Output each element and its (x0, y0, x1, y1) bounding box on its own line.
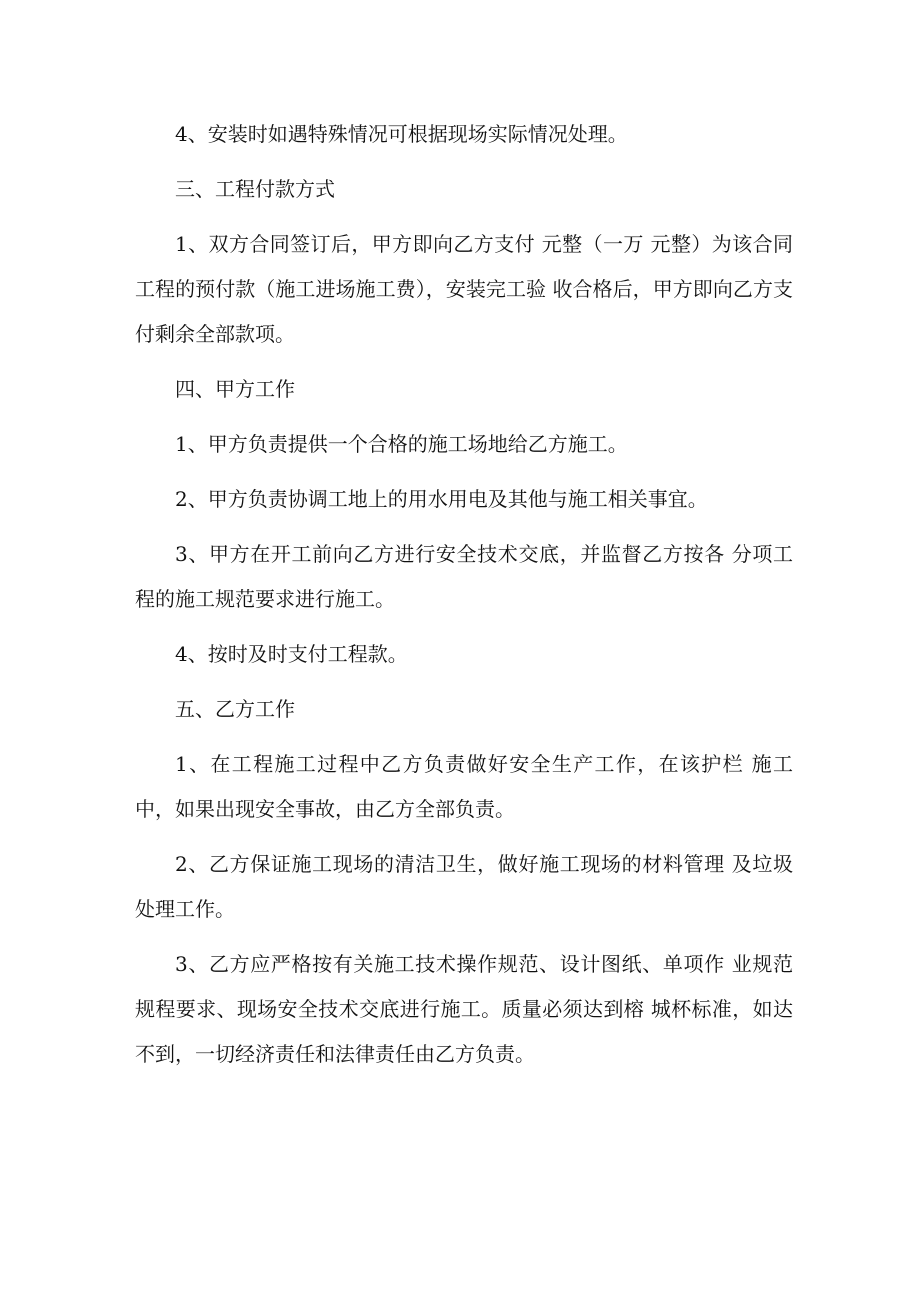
paragraph-item-4-installation: 4、安装时如遇特殊情况可根据现场实际情况处理。 (175, 122, 628, 146)
section-heading-party-b: 五、乙方工作 (175, 697, 295, 721)
paragraph-item-4-party-a: 4、按时及时支付工程款。 (175, 642, 408, 666)
paragraph-item-1-party-b: 1、在工程施工过程中乙方负责做好安全生产工作，在该护栏 施工中，如果出现安全事故，由乙方全部负责。 (135, 752, 793, 821)
document-body (135, 112, 793, 1087)
section-heading-party-a: 四、甲方工作 (175, 377, 295, 401)
section-heading-payment: 三、工程付款方式 (175, 177, 335, 201)
paragraph-item-3-party-b: 3、乙方应严格按有关施工技术操作规范、设计图纸、单项作 业规范规程要求、现场安全技术交底进行施工。质量必须达到榕 城杯标准，如达不到，一切经济责任和法律责任由乙方负责。 (135, 952, 793, 1066)
paragraph-item-1-party-a: 1、甲方负责提供一个合格的施工场地给乙方施工。 (175, 432, 628, 456)
paragraph-item-1-payment: 1、双方合同签订后，甲方即向乙方支付 元整（一万 元整）为该合同工程的预付款（施工进场施工费），安装完工验 收合格后，甲方即向乙方支付剩余全部款项。 (135, 232, 793, 346)
paragraph-item-3-party-a: 3、甲方在开工前向乙方进行安全技术交底，并监督乙方按各 分项工程的施工规范要求进行施工。 (135, 542, 793, 611)
paragraph-item-2-party-b: 2、乙方保证施工现场的清洁卫生，做好施工现场的材料管理 及垃圾处理工作。 (135, 852, 793, 921)
paragraph-item-2-party-a: 2、甲方负责协调工地上的用水用电及其他与施工相关事宜。 (175, 487, 708, 511)
